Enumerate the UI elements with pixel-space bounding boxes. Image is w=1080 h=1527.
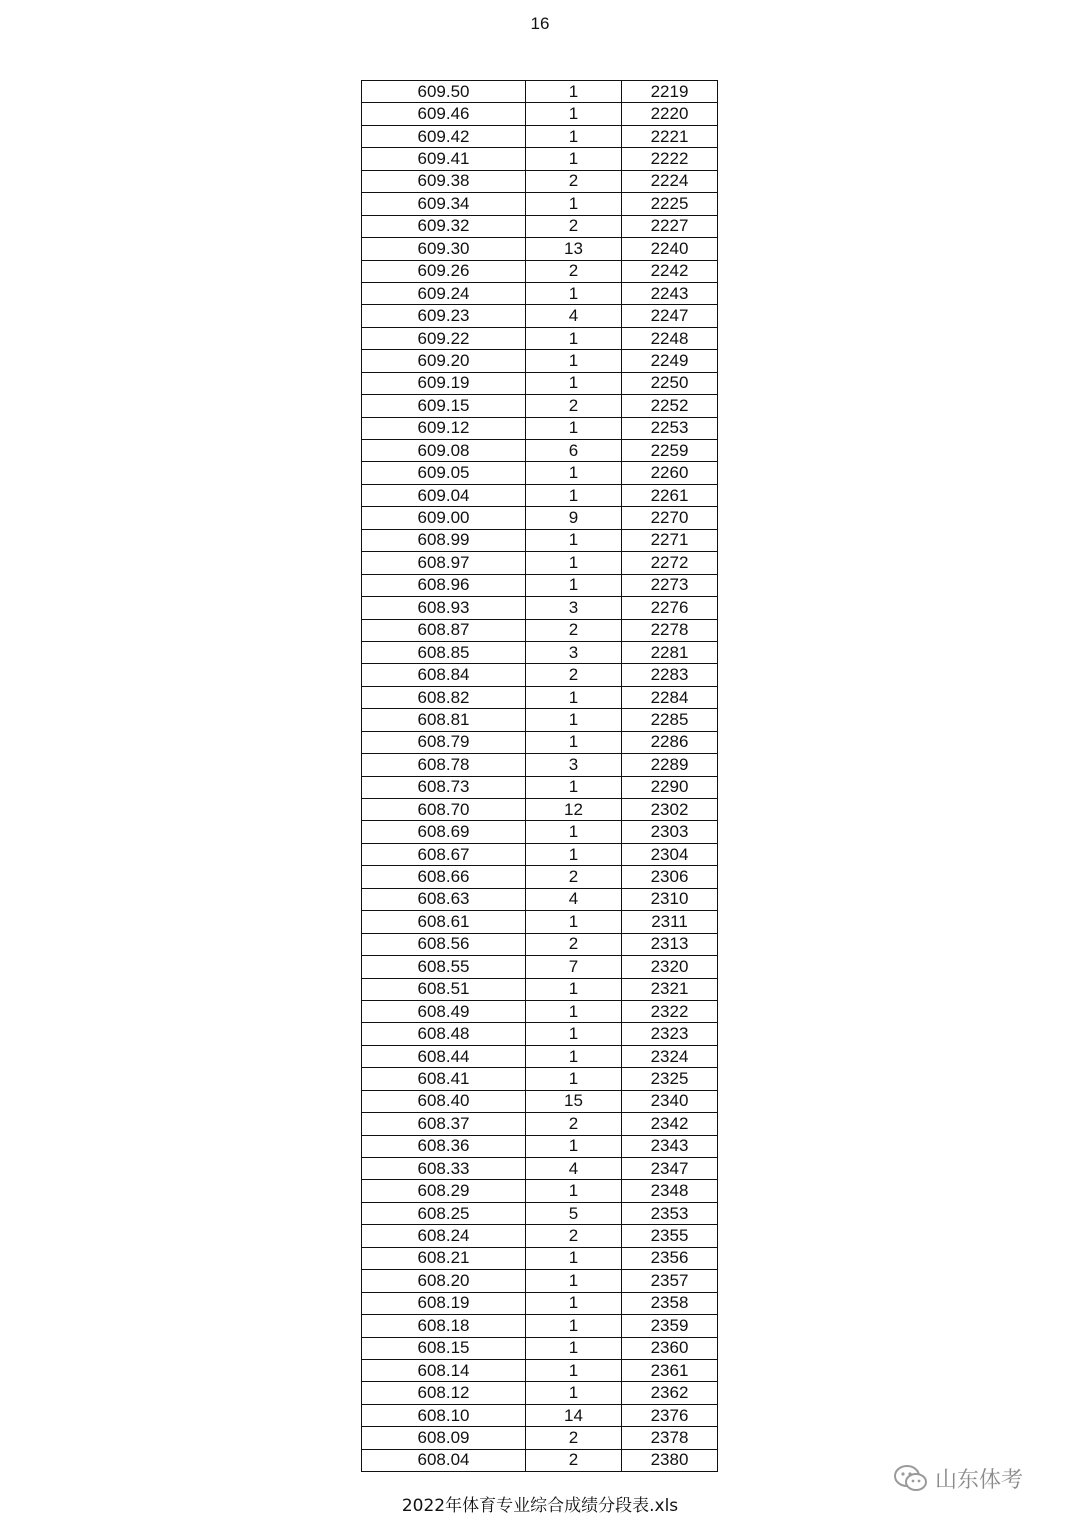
count-cell: 2 (526, 215, 622, 237)
cumulative-cell: 2378 (622, 1427, 718, 1449)
score-cell: 609.19 (362, 372, 526, 394)
score-cell: 609.42 (362, 125, 526, 147)
score-cell: 609.30 (362, 238, 526, 260)
cumulative-cell: 2311 (622, 911, 718, 933)
table-row (362, 1337, 718, 1359)
count-cell: 1 (526, 1315, 622, 1337)
table-row (362, 462, 718, 484)
count-cell: 12 (526, 799, 622, 821)
score-cell: 609.46 (362, 103, 526, 125)
cumulative-cell: 2221 (622, 125, 718, 147)
count-cell: 4 (526, 1158, 622, 1180)
count-cell: 2 (526, 260, 622, 282)
count-cell: 7 (526, 956, 622, 978)
cumulative-cell: 2353 (622, 1202, 718, 1224)
cumulative-cell: 2310 (622, 888, 718, 910)
score-cell: 608.99 (362, 529, 526, 551)
count-cell: 3 (526, 641, 622, 663)
score-cell: 608.40 (362, 1090, 526, 1112)
count-cell: 1 (526, 574, 622, 596)
cumulative-cell: 2325 (622, 1068, 718, 1090)
count-cell: 2 (526, 619, 622, 641)
score-cell: 609.12 (362, 417, 526, 439)
score-cell: 608.37 (362, 1113, 526, 1135)
cumulative-cell: 2303 (622, 821, 718, 843)
score-cell: 608.61 (362, 911, 526, 933)
table-row (362, 148, 718, 170)
count-cell: 2 (526, 395, 622, 417)
score-cell: 608.85 (362, 641, 526, 663)
score-cell: 609.41 (362, 148, 526, 170)
cumulative-cell: 2249 (622, 350, 718, 372)
cumulative-cell: 2359 (622, 1315, 718, 1337)
score-cell: 608.44 (362, 1045, 526, 1067)
score-cell: 609.26 (362, 260, 526, 282)
cumulative-cell: 2284 (622, 686, 718, 708)
cumulative-cell: 2272 (622, 552, 718, 574)
table-row (362, 911, 718, 933)
cumulative-cell: 2276 (622, 597, 718, 619)
table-row (362, 776, 718, 798)
table-row (362, 1202, 718, 1224)
table-row (362, 282, 718, 304)
cumulative-cell: 2361 (622, 1359, 718, 1381)
score-cell: 609.20 (362, 350, 526, 372)
table-row (362, 327, 718, 349)
cumulative-cell: 2324 (622, 1045, 718, 1067)
score-cell: 608.18 (362, 1315, 526, 1337)
cumulative-cell: 2247 (622, 305, 718, 327)
score-cell: 608.49 (362, 1000, 526, 1022)
score-cell: 609.50 (362, 81, 526, 103)
table-row (362, 1292, 718, 1314)
score-cell: 608.33 (362, 1158, 526, 1180)
table-row (362, 978, 718, 1000)
score-cell: 609.00 (362, 507, 526, 529)
count-cell: 1 (526, 978, 622, 1000)
count-cell: 1 (526, 125, 622, 147)
count-cell: 14 (526, 1404, 622, 1426)
score-cell: 609.34 (362, 193, 526, 215)
cumulative-cell: 2321 (622, 978, 718, 1000)
table-row (362, 686, 718, 708)
score-cell: 608.29 (362, 1180, 526, 1202)
score-cell: 608.66 (362, 866, 526, 888)
table-row (362, 1404, 718, 1426)
cumulative-cell: 2259 (622, 440, 718, 462)
count-cell: 1 (526, 350, 622, 372)
watermark (893, 1463, 1023, 1494)
table-row (362, 305, 718, 327)
count-cell: 2 (526, 170, 622, 192)
cumulative-cell: 2248 (622, 327, 718, 349)
table-row (362, 81, 718, 103)
cumulative-cell: 2347 (622, 1158, 718, 1180)
count-cell: 1 (526, 1359, 622, 1381)
score-cell: 608.04 (362, 1449, 526, 1471)
table-row (362, 843, 718, 865)
cumulative-cell: 2250 (622, 372, 718, 394)
footer-filename: 2022年体育专业综合成绩分段表.xls (401, 1496, 679, 1516)
count-cell: 1 (526, 462, 622, 484)
cumulative-cell: 2270 (622, 507, 718, 529)
cumulative-cell: 2271 (622, 529, 718, 551)
count-cell: 3 (526, 597, 622, 619)
count-cell: 1 (526, 1270, 622, 1292)
count-cell: 2 (526, 1449, 622, 1471)
table-row (362, 641, 718, 663)
score-cell: 608.63 (362, 888, 526, 910)
table-row (362, 1270, 718, 1292)
cumulative-cell: 2306 (622, 866, 718, 888)
count-cell: 2 (526, 866, 622, 888)
cumulative-cell: 2362 (622, 1382, 718, 1404)
table-row (362, 866, 718, 888)
cumulative-cell: 2242 (622, 260, 718, 282)
table-row (362, 664, 718, 686)
score-cell: 608.24 (362, 1225, 526, 1247)
table-row (362, 1045, 718, 1067)
count-cell: 1 (526, 709, 622, 731)
table-row (362, 1315, 718, 1337)
table-row (362, 754, 718, 776)
table-row (362, 507, 718, 529)
score-cell: 609.22 (362, 327, 526, 349)
table-row (362, 799, 718, 821)
count-cell: 4 (526, 305, 622, 327)
table-row (362, 193, 718, 215)
page-number: 16 (530, 14, 550, 33)
score-cell: 608.21 (362, 1247, 526, 1269)
count-cell: 5 (526, 1202, 622, 1224)
score-cell: 608.79 (362, 731, 526, 753)
table-row (362, 552, 718, 574)
cumulative-cell: 2286 (622, 731, 718, 753)
score-cell: 608.41 (362, 1068, 526, 1090)
cumulative-cell: 2261 (622, 484, 718, 506)
count-cell: 1 (526, 1337, 622, 1359)
count-cell: 1 (526, 148, 622, 170)
count-cell: 13 (526, 238, 622, 260)
cumulative-cell: 2227 (622, 215, 718, 237)
cumulative-cell: 2304 (622, 843, 718, 865)
table-row (362, 709, 718, 731)
count-cell: 1 (526, 193, 622, 215)
count-cell: 1 (526, 1000, 622, 1022)
table-row (362, 1135, 718, 1157)
table-row (362, 170, 718, 192)
score-cell: 609.24 (362, 282, 526, 304)
count-cell: 1 (526, 529, 622, 551)
count-cell: 2 (526, 664, 622, 686)
table-row (362, 1090, 718, 1112)
score-cell: 608.87 (362, 619, 526, 641)
score-cell: 608.56 (362, 933, 526, 955)
score-cell: 608.36 (362, 1135, 526, 1157)
cumulative-cell: 2273 (622, 574, 718, 596)
count-cell: 1 (526, 776, 622, 798)
count-cell: 1 (526, 81, 622, 103)
table-row (362, 1158, 718, 1180)
score-cell: 608.67 (362, 843, 526, 865)
count-cell: 1 (526, 327, 622, 349)
watermark-text: 山东体考 (935, 1468, 1024, 1493)
count-cell: 4 (526, 888, 622, 910)
count-cell: 1 (526, 1292, 622, 1314)
cumulative-cell: 2253 (622, 417, 718, 439)
table-row (362, 1247, 718, 1269)
cumulative-cell: 2252 (622, 395, 718, 417)
cumulative-cell: 2376 (622, 1404, 718, 1426)
score-cell: 609.04 (362, 484, 526, 506)
cumulative-cell: 2342 (622, 1113, 718, 1135)
count-cell: 1 (526, 1247, 622, 1269)
table-row (362, 395, 718, 417)
table-row (362, 484, 718, 506)
score-cell: 608.84 (362, 664, 526, 686)
count-cell: 1 (526, 282, 622, 304)
cumulative-cell: 2220 (622, 103, 718, 125)
table-row (362, 619, 718, 641)
cumulative-cell: 2358 (622, 1292, 718, 1314)
score-cell: 608.25 (362, 1202, 526, 1224)
table-row (362, 821, 718, 843)
count-cell: 1 (526, 843, 622, 865)
count-cell: 1 (526, 417, 622, 439)
cumulative-cell: 2260 (622, 462, 718, 484)
score-cell: 609.38 (362, 170, 526, 192)
cumulative-cell: 2322 (622, 1000, 718, 1022)
table-row (362, 103, 718, 125)
cumulative-cell: 2289 (622, 754, 718, 776)
table-row (362, 1449, 718, 1471)
score-cell: 608.20 (362, 1270, 526, 1292)
count-cell: 2 (526, 933, 622, 955)
score-table-body (362, 81, 718, 1472)
score-cell: 608.69 (362, 821, 526, 843)
score-cell: 608.14 (362, 1359, 526, 1381)
score-cell: 608.96 (362, 574, 526, 596)
score-cell: 608.10 (362, 1404, 526, 1426)
count-cell: 15 (526, 1090, 622, 1112)
cumulative-cell: 2302 (622, 799, 718, 821)
table-row (362, 215, 718, 237)
cumulative-cell: 2380 (622, 1449, 718, 1471)
table-row (362, 529, 718, 551)
table-row (362, 597, 718, 619)
cumulative-cell: 2343 (622, 1135, 718, 1157)
count-cell: 6 (526, 440, 622, 462)
score-cell: 608.81 (362, 709, 526, 731)
cumulative-cell: 2340 (622, 1090, 718, 1112)
score-cell: 608.09 (362, 1427, 526, 1449)
cumulative-cell: 2278 (622, 619, 718, 641)
score-cell: 608.93 (362, 597, 526, 619)
count-cell: 2 (526, 1113, 622, 1135)
count-cell: 1 (526, 103, 622, 125)
count-cell: 1 (526, 1135, 622, 1157)
score-cell: 609.23 (362, 305, 526, 327)
score-cell: 608.73 (362, 776, 526, 798)
count-cell: 1 (526, 1180, 622, 1202)
cumulative-cell: 2281 (622, 641, 718, 663)
count-cell: 1 (526, 484, 622, 506)
table-row (362, 888, 718, 910)
table-row (362, 956, 718, 978)
count-cell: 9 (526, 507, 622, 529)
cumulative-cell: 2348 (622, 1180, 718, 1202)
count-cell: 2 (526, 1225, 622, 1247)
count-cell: 1 (526, 911, 622, 933)
cumulative-cell: 2356 (622, 1247, 718, 1269)
cumulative-cell: 2219 (622, 81, 718, 103)
score-cell: 608.78 (362, 754, 526, 776)
score-cell: 608.55 (362, 956, 526, 978)
score-cell: 609.05 (362, 462, 526, 484)
count-cell: 2 (526, 1427, 622, 1449)
count-cell: 1 (526, 1068, 622, 1090)
cumulative-cell: 2283 (622, 664, 718, 686)
score-cell: 608.70 (362, 799, 526, 821)
count-cell: 1 (526, 372, 622, 394)
cumulative-cell: 2290 (622, 776, 718, 798)
table-row (362, 417, 718, 439)
table-row (362, 260, 718, 282)
table-row (362, 238, 718, 260)
table-row (362, 1427, 718, 1449)
cumulative-cell: 2240 (622, 238, 718, 260)
score-cell: 609.08 (362, 440, 526, 462)
cumulative-cell: 2313 (622, 933, 718, 955)
table-row (362, 1000, 718, 1022)
table-row (362, 1180, 718, 1202)
cumulative-cell: 2320 (622, 956, 718, 978)
cumulative-cell: 2225 (622, 193, 718, 215)
cumulative-cell: 2355 (622, 1225, 718, 1247)
cumulative-cell: 2323 (622, 1023, 718, 1045)
table-row (362, 1113, 718, 1135)
table-row (362, 731, 718, 753)
score-cell: 608.97 (362, 552, 526, 574)
score-cell: 608.48 (362, 1023, 526, 1045)
table-row (362, 1225, 718, 1247)
count-cell: 1 (526, 686, 622, 708)
cumulative-cell: 2285 (622, 709, 718, 731)
score-cell: 608.51 (362, 978, 526, 1000)
table-row (362, 1359, 718, 1381)
cumulative-cell: 2224 (622, 170, 718, 192)
cumulative-cell: 2357 (622, 1270, 718, 1292)
table-row (362, 1023, 718, 1045)
table-row (362, 440, 718, 462)
count-cell: 1 (526, 552, 622, 574)
cumulative-cell: 2243 (622, 282, 718, 304)
score-cell: 608.82 (362, 686, 526, 708)
cumulative-cell: 2360 (622, 1337, 718, 1359)
count-cell: 1 (526, 1045, 622, 1067)
cumulative-cell: 2222 (622, 148, 718, 170)
score-cell: 608.12 (362, 1382, 526, 1404)
score-cell: 609.15 (362, 395, 526, 417)
table-row (362, 933, 718, 955)
table-row (362, 1068, 718, 1090)
score-cell: 608.15 (362, 1337, 526, 1359)
table-row (362, 372, 718, 394)
count-cell: 1 (526, 1382, 622, 1404)
table-row (362, 574, 718, 596)
table-row (362, 125, 718, 147)
count-cell: 1 (526, 731, 622, 753)
table-row (362, 350, 718, 372)
score-cell: 609.32 (362, 215, 526, 237)
wechat-icon (893, 1464, 929, 1494)
score-table (361, 80, 718, 1472)
table-row (362, 1382, 718, 1404)
count-cell: 1 (526, 821, 622, 843)
count-cell: 3 (526, 754, 622, 776)
count-cell: 1 (526, 1023, 622, 1045)
score-cell: 608.19 (362, 1292, 526, 1314)
